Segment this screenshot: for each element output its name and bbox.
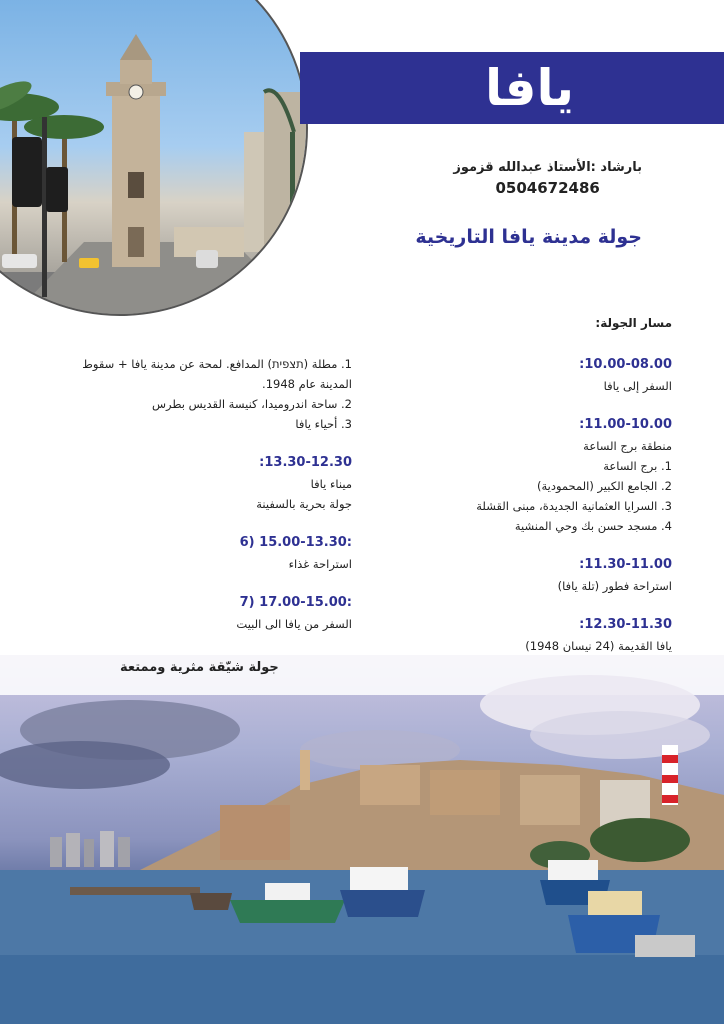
slot-line: استراحة غذاء <box>288 557 352 571</box>
slot-line: استراحة فطور (تلة يافا) <box>557 579 672 593</box>
jaffa-harbor-photo <box>0 655 724 1024</box>
slot-time: :11.00-10.00 <box>579 417 672 432</box>
slot-line: يافا القديمة (24 نيسان 1948) <box>525 639 672 653</box>
route-slot <box>382 554 672 596</box>
slot-line: السفر من يافا الى البيت <box>236 617 352 631</box>
slot-time: 7) 17.00-15.00: <box>239 595 352 610</box>
page-title: يافا <box>484 59 574 117</box>
clock-tower-illustration <box>0 0 306 314</box>
slot-line: 2. الجامع الكبير (المحمودية) <box>536 479 672 493</box>
guide-info <box>453 157 642 199</box>
route-left-column <box>22 354 352 652</box>
route-slot <box>22 452 352 514</box>
slot-line: 1. برج الساعة <box>603 459 672 473</box>
guide-phone: 0504672486 <box>495 179 600 197</box>
route-slot <box>382 414 672 536</box>
route-slot <box>382 354 672 396</box>
slot-line: المدينة عام 1948. <box>262 377 352 391</box>
slot-line: جولة بحرية بالسفينة <box>256 497 352 511</box>
slot-line: 2. ساحة اندروميدا، كنيسة القديس بطرس <box>151 397 352 411</box>
slot-line: 3. أحياء يافا <box>295 417 352 431</box>
slot-time: :11.30-11.00 <box>579 557 672 572</box>
guide-name: بارشاد :الأستاذ عبدالله قزموز <box>453 160 642 175</box>
route-slot <box>22 532 352 574</box>
route-slot <box>22 592 352 634</box>
harbor-illustration <box>0 655 724 1024</box>
tour-title: جولة مدينة يافا التاريخية <box>415 226 642 248</box>
slot-time: :13.30-12.30 <box>259 455 352 470</box>
slot-line: ميناء يافا <box>310 477 352 491</box>
route-heading: مسار الجولة: <box>595 316 672 330</box>
slot-time: 6) 15.00-13.30: <box>239 535 352 550</box>
slot-time: :12.30-11.30 <box>579 617 672 632</box>
title-banner <box>300 52 724 124</box>
slot-line: السفر إلى يافا <box>603 379 672 393</box>
slot-line: 1. مطلة (תצפית) المدافع. لمحة عن مدينة يافا + سقوط <box>82 357 352 371</box>
route-slot <box>22 354 352 434</box>
slot-line: 4. مسجد حسن بك وحي المنشية <box>514 519 672 533</box>
slot-line: 3. السرايا العثمانية الجديدة، مبنى القشلة <box>476 499 672 513</box>
route-right-column <box>382 354 672 674</box>
clock-tower-photo <box>0 0 308 316</box>
slot-line: منطقة برج الساعة <box>583 439 672 453</box>
route-slot <box>382 614 672 656</box>
slot-time: :10.00-08.00 <box>579 357 672 372</box>
closing-slogan: جولة شيّقة مثرية وممتعة <box>120 660 279 675</box>
